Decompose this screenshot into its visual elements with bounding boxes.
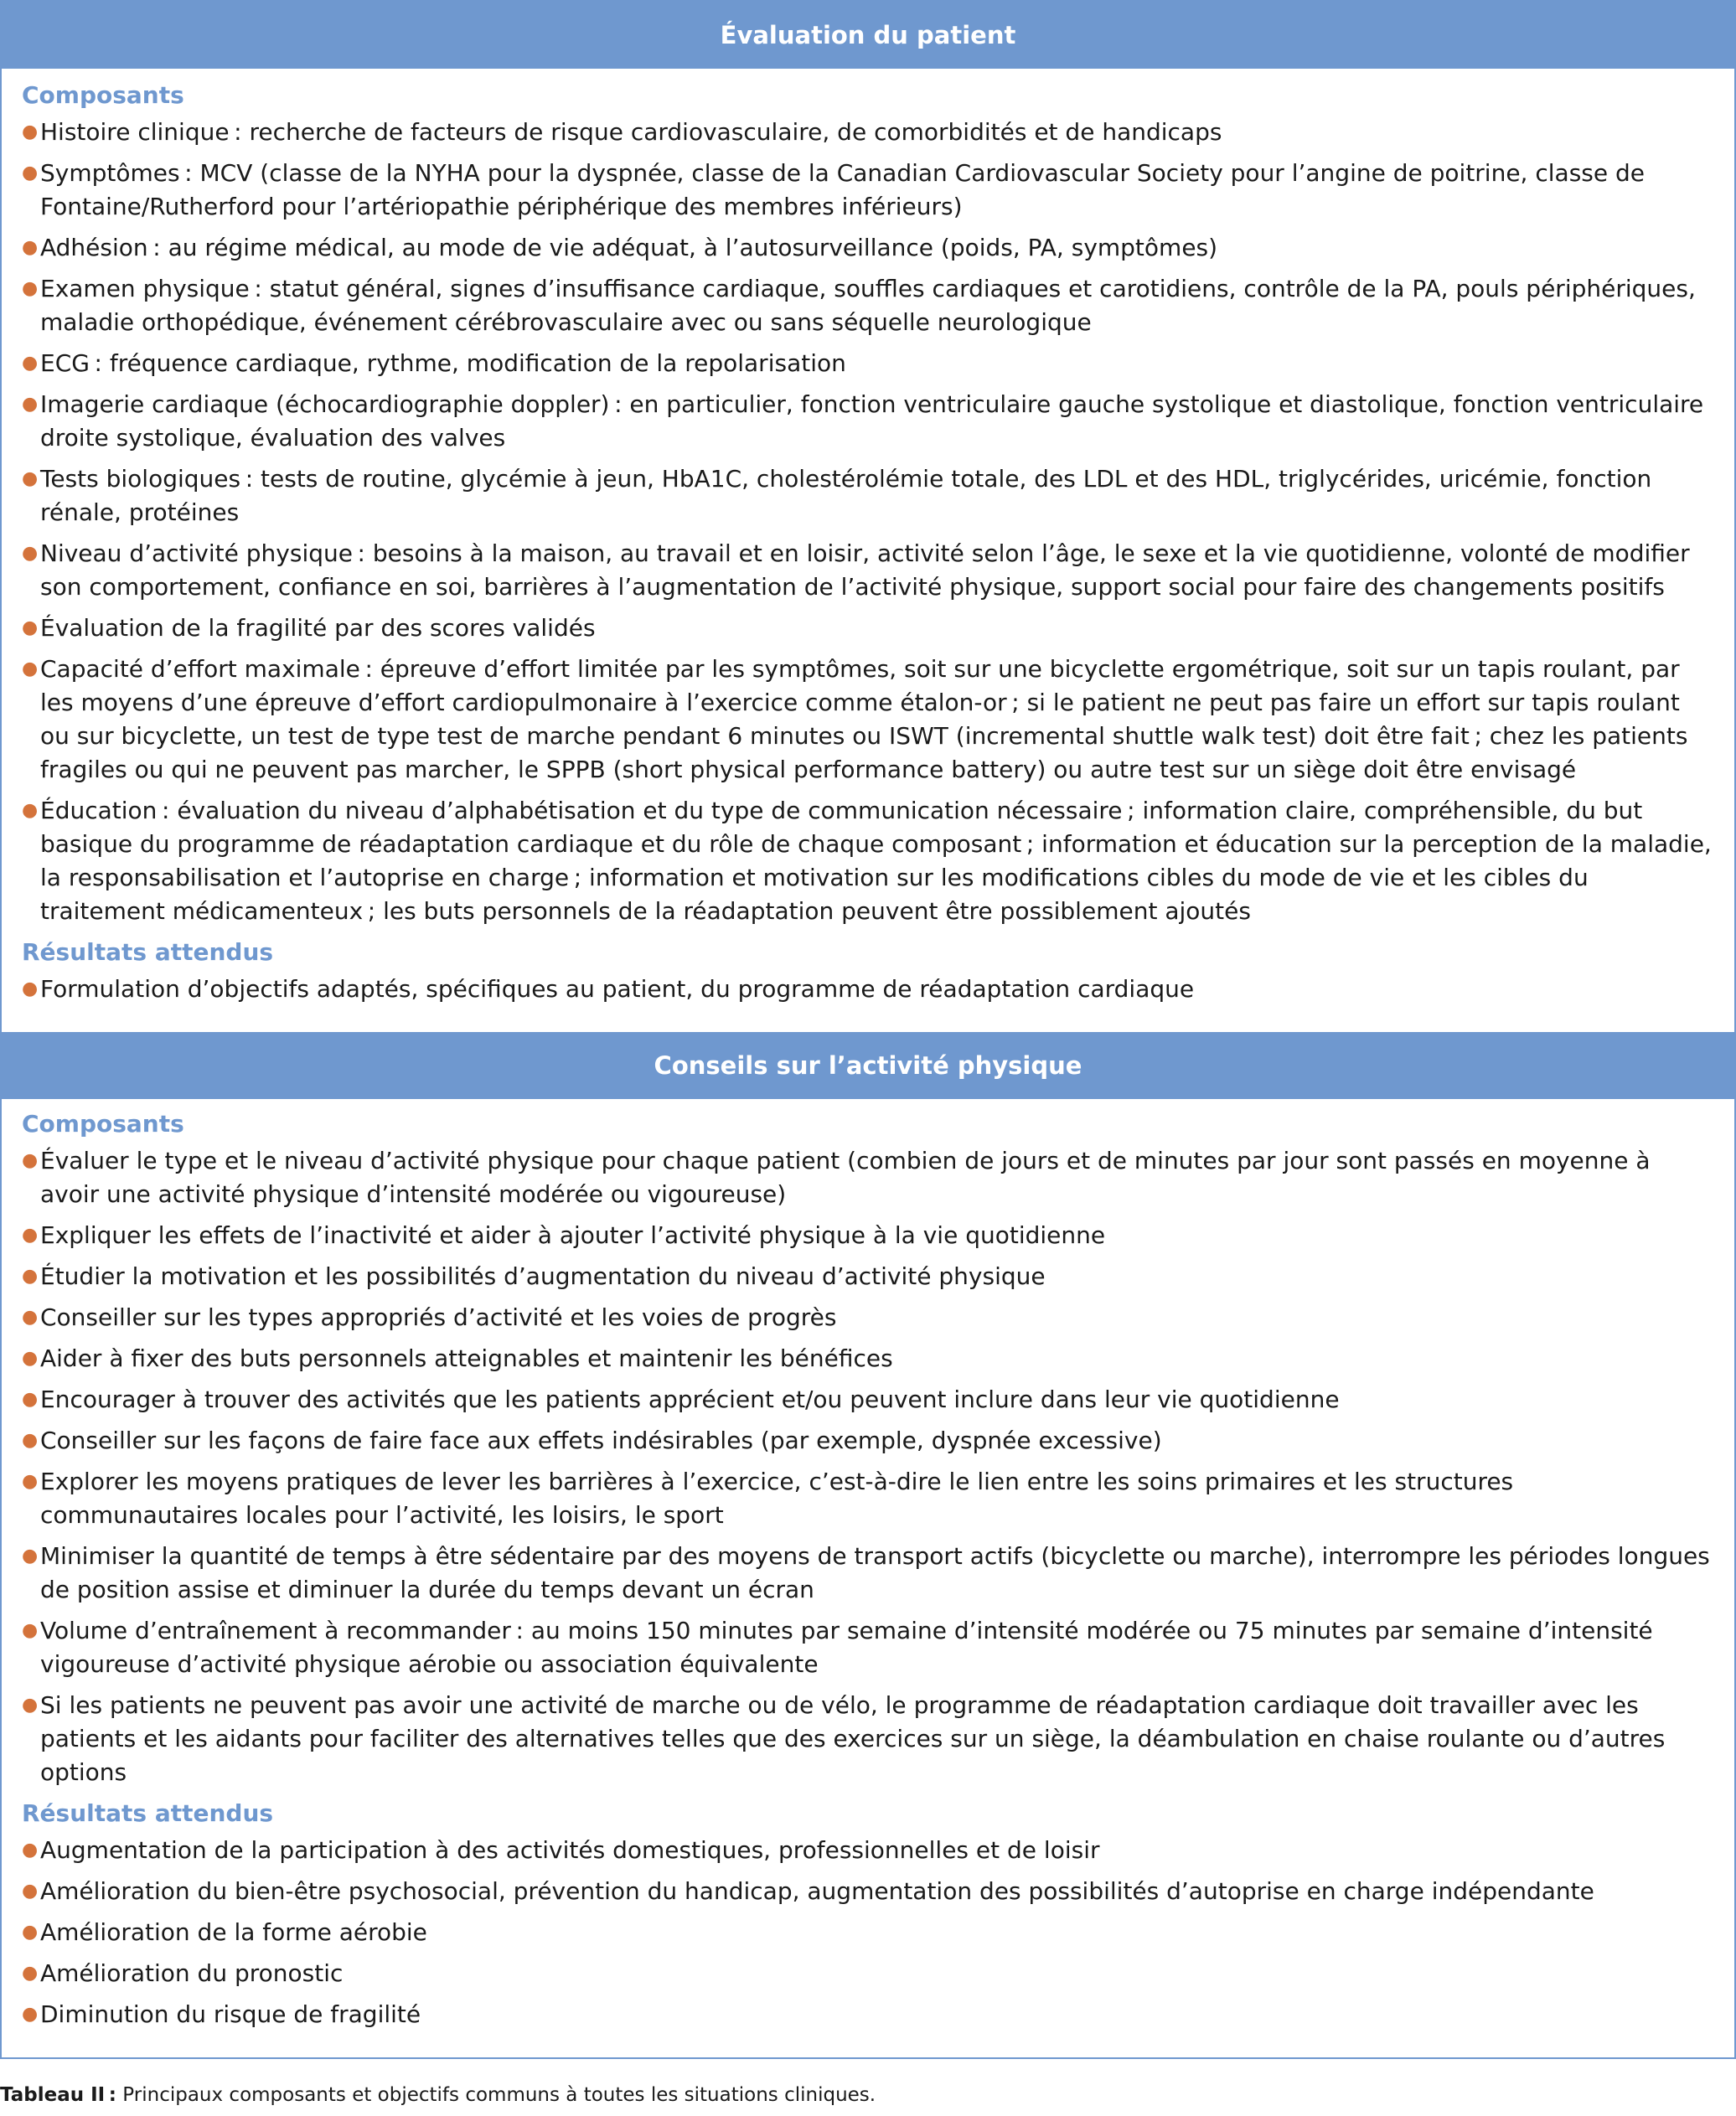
bullet-icon: ● <box>22 1307 39 1328</box>
list-item-text: Étudier la motivation et les possibilités d’augmentation du niveau d’activité physique <box>40 1262 1046 1290</box>
results-list <box>22 973 1716 1006</box>
list-item-text: Si les patients ne peuvent pas avoir une activité de marche ou de vélo, le programme de réadaptation cardiaque doit travailler avec les patients et les aidants pour faciliter des alternatives telles que des exercices sur un siège, la déambulation en chaise roulante ou d’autres options <box>40 1691 1666 1786</box>
list-item <box>22 1957 1716 1990</box>
bullet-icon: ● <box>22 237 39 258</box>
list-item-text: Amélioration du bien-être psychosocial, prévention du handicap, augmentation des possibilités d’autoprise en charge indépendante <box>40 1877 1594 1905</box>
list-item-text: Amélioration de la forme aérobie <box>40 1918 427 1946</box>
section-body-evaluation <box>2 69 1734 1032</box>
bullet-icon: ● <box>22 1695 39 1716</box>
results-heading: Résultats attendus <box>22 1799 274 1827</box>
list-item <box>22 612 1716 645</box>
list-item-text: Conseiller sur les façons de faire face aux effets indésirables (par exemple, dyspnée excessive) <box>40 1427 1162 1454</box>
list-item <box>22 1424 1716 1458</box>
list-item <box>22 1875 1716 1908</box>
list-item-text: Symptômes : MCV (classe de la NYHA pour la dyspnée, classe de la Canadian Cardiovascular Society pour l’angine de poitrine, classe de Fontaine/Rutherford pour l’artériopathie périphérique des membres inférieurs) <box>40 159 1645 220</box>
list-item-text: Imagerie cardiaque (échocardiographie doppler) : en particulier, fonction ventriculaire gauche systolique et diastolique, fonction ventriculaire droite systolique, évaluation des valves <box>40 390 1704 452</box>
list-item-text: Conseiller sur les types appropriés d’activité et les voies de progrès <box>40 1303 837 1331</box>
bullet-icon: ● <box>22 1471 39 1492</box>
list-item <box>22 1998 1716 2031</box>
list-item-text: Volume d’entraînement à recommander : au moins 150 minutes par semaine d’intensité modérée ou 75 minutes par semaine d’intensité vigoureuse d’activité physique aérobie ou association équivalente <box>40 1617 1653 1678</box>
list-item-text: Minimiser la quantité de temps à être sédentaire par des moyens de transport actifs (bicyclette ou marche), interrompre les périodes longues de position assise et diminuer la durée du temps devant un écran <box>40 1542 1710 1603</box>
list-item <box>22 1689 1716 1789</box>
components-heading: Composants <box>22 81 184 109</box>
bullet-icon: ● <box>22 1348 39 1369</box>
list-item-text: Augmentation de la participation à des activités domestiques, professionnelles et de loisir <box>40 1836 1100 1864</box>
table-caption <box>0 2084 876 2106</box>
list-item <box>22 794 1716 928</box>
list-item <box>22 653 1716 787</box>
bullet-icon: ● <box>22 394 39 415</box>
bullet-icon: ● <box>22 1922 39 1943</box>
bullet-icon: ● <box>22 617 39 638</box>
bullet-icon: ● <box>22 1620 39 1641</box>
list-item <box>22 157 1716 224</box>
list-item <box>22 1916 1716 1949</box>
section-header-evaluation: Évaluation du patient <box>2 2 1734 69</box>
results-heading: Résultats attendus <box>22 938 274 966</box>
list-item <box>22 1144 1716 1211</box>
bullet-icon: ● <box>22 543 39 564</box>
list-item-text: Encourager à trouver des activités que les patients apprécient et/ou peuvent inclure dans leur vie quotidienne <box>40 1386 1340 1413</box>
list-item-text: Examen physique : statut général, signes d’insuffisance cardiaque, souffles cardiaques et carotidiens, contrôle de la PA, pouls périphériques, maladie orthopédique, événement cérébrovasculaire avec ou sans séquelle neurologique <box>40 275 1696 336</box>
list-item <box>22 1465 1716 1532</box>
caption-text: Principaux composants et objectifs communs à toutes les situations cliniques. <box>116 2084 876 2106</box>
bullet-icon: ● <box>22 800 39 821</box>
bullet-icon: ● <box>22 353 39 374</box>
list-item-text: Amélioration du pronostic <box>40 1959 344 1987</box>
list-item-text: Tests biologiques : tests de routine, glycémie à jeun, HbA1C, cholestérolémie totale, des LDL et des HDL, triglycérides, uricémie, fonction rénale, protéines <box>40 465 1652 526</box>
bullet-icon: ● <box>22 278 39 299</box>
list-item-text: Aider à fixer des buts personnels atteignables et maintenir les bénéfices <box>40 1344 893 1372</box>
list-item <box>22 1540 1716 1607</box>
list-item <box>22 347 1716 380</box>
list-item <box>22 1301 1716 1334</box>
section-body-activite-physique <box>2 1099 1734 2057</box>
bullet-icon: ● <box>22 163 39 183</box>
list-item <box>22 1342 1716 1375</box>
bullet-icon: ● <box>22 1430 39 1451</box>
list-item <box>22 973 1716 1006</box>
list-item-text: Diminution du risque de fragilité <box>40 2000 421 2028</box>
results-list <box>22 1834 1716 2031</box>
list-item <box>22 272 1716 339</box>
bullet-icon: ● <box>22 1225 39 1246</box>
list-item <box>22 388 1716 455</box>
list-item-text: Adhésion : au régime médical, au mode de vie adéquat, à l’autosurveillance (poids, PA, symptômes) <box>40 234 1218 261</box>
list-item <box>22 1260 1716 1293</box>
components-heading: Composants <box>22 1110 184 1138</box>
list-item-text: Évaluer le type et le niveau d’activité physique pour chaque patient (combien de jours et de minutes par jour sont passés en moyenne à avoir une activité physique d’intensité modérée ou vigoureuse) <box>40 1147 1651 1208</box>
bullet-icon: ● <box>22 121 39 142</box>
bullet-icon: ● <box>22 468 39 489</box>
bullet-icon: ● <box>22 1389 39 1410</box>
list-item <box>22 1614 1716 1681</box>
bullet-icon: ● <box>22 1840 39 1861</box>
bullet-icon: ● <box>22 1881 39 1902</box>
bullet-icon: ● <box>22 1266 39 1287</box>
list-item-text: Niveau d’activité physique : besoins à la maison, au travail et en loisir, activité selon l’âge, le sexe et la vie quotidienne, volonté de modifier son comportement, confiance en soi, barrières à l’augmentation de l’activité physique, support social pour faire des changements positifs <box>40 539 1690 601</box>
list-item <box>22 1383 1716 1417</box>
list-item <box>22 116 1716 149</box>
bullet-icon: ● <box>22 1546 39 1566</box>
list-item-text: Évaluation de la fragilité par des scores validés <box>40 614 596 642</box>
caption-label: Tableau II : <box>0 2084 116 2106</box>
list-item-text: Éducation : évaluation du niveau d’alphabétisation et du type de communication nécessaire ; information claire, compréhensible, du but basique du programme de réadaptation cardiaque et du rôle de chaque composant ; information et éducation sur la perception de la maladie, la responsabilisation et l’autoprise en charge ; information et motivation sur les modifications cibles du mode de vie et les cibles du traitement médicamenteux ; les buts personnels de la réadaptation peuvent être possiblement ajoutés <box>40 797 1712 925</box>
bullet-icon: ● <box>22 1963 39 1984</box>
list-item-text: Histoire clinique : recherche de facteurs de risque cardiovasculaire, de comorbidités et de handicaps <box>40 118 1222 146</box>
section-header-activite-physique: Conseils sur l’activité physique <box>2 1032 1734 1099</box>
list-item <box>22 537 1716 604</box>
list-item-text: Formulation d’objectifs adaptés, spécifiques au patient, du programme de réadaptation cardiaque <box>40 975 1195 1003</box>
list-item-text: Explorer les moyens pratiques de lever les barrières à l’exercice, c’est-à-dire le lien entre les soins primaires et les structures communautaires locales pour l’activité, les loisirs, le sport <box>40 1468 1514 1529</box>
list-item <box>22 1219 1716 1252</box>
list-item-text: ECG : fréquence cardiaque, rythme, modification de la repolarisation <box>40 349 846 377</box>
bullet-icon: ● <box>22 1150 39 1171</box>
list-item-text: Expliquer les effets de l’inactivité et aider à ajouter l’activité physique à la vie quotidienne <box>40 1221 1106 1249</box>
list-item-text: Capacité d’effort maximale : épreuve d’effort limitée par les symptômes, soit sur une bicyclette ergométrique, soit sur un tapis roulant, par les moyens d’une épreuve d’effort cardiopulmonaire à l’exercice comme étalon-or ; si le patient ne peut pas faire un effort sur tapis roulant ou sur bicyclette, un test de type test de marche pendant 6 minutes ou ISWT (incremental shuttle walk test) doit être fait ; chez les patients fragiles ou qui ne peuvent pas marcher, le SPPB (short physical performance battery) ou autre test sur un siège doit être envisagé <box>40 655 1688 783</box>
bullet-icon: ● <box>22 658 39 679</box>
list-item <box>22 1834 1716 1867</box>
list-item <box>22 462 1716 529</box>
bullet-icon: ● <box>22 2004 39 2025</box>
bullet-icon: ● <box>22 978 39 999</box>
list-item <box>22 231 1716 265</box>
components-list <box>22 1144 1716 1789</box>
components-list <box>22 116 1716 928</box>
